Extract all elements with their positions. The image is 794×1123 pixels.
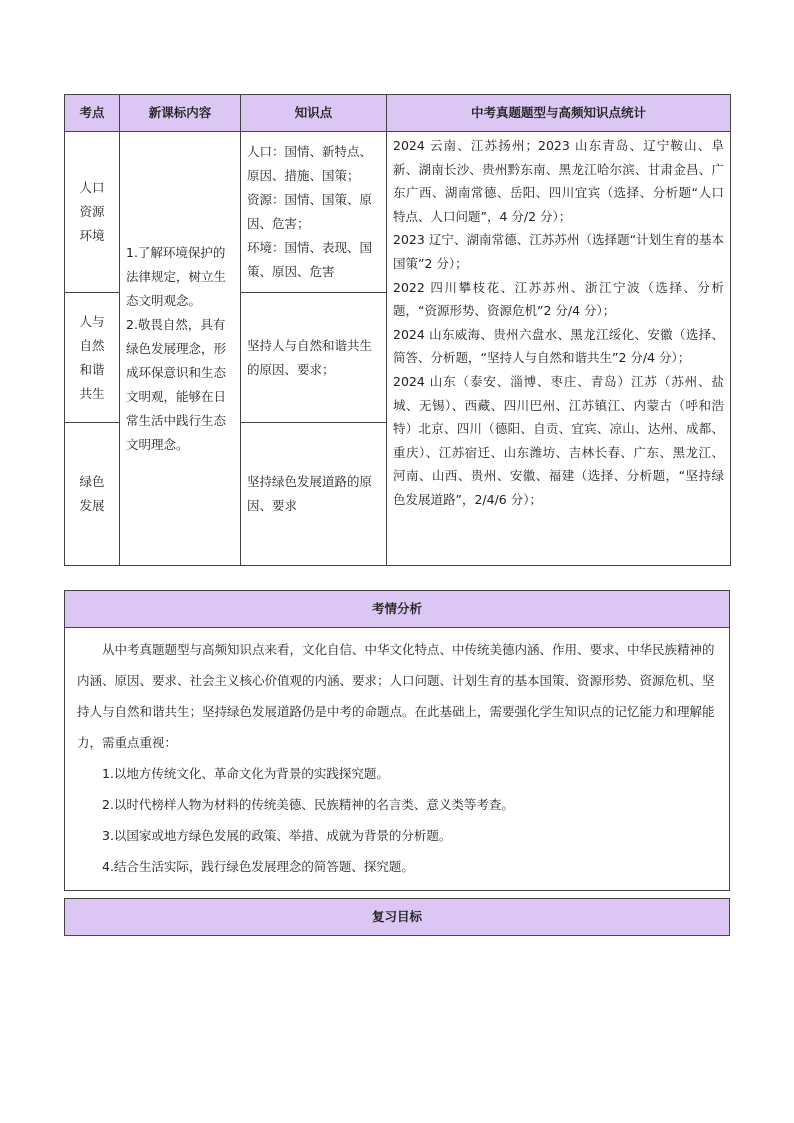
review-table [64, 898, 730, 936]
analysis-table [64, 590, 730, 891]
header-kebiao: 新课标内容 [120, 95, 241, 132]
exam-point-table [64, 94, 731, 566]
kaodian-green: 绿色 发展 [65, 423, 120, 566]
review-title: 复习目标 [65, 899, 730, 936]
kebiao-content: 1.了解环境保护的法律规定，树立生态文明观念。 2.敬畏自然，具有绿色发展理念，形成环保意识和生态文明观，能够在日常生活中践行生态文明理念。 [120, 132, 241, 566]
analysis-intro: 从中考真题题型与高频知识点来看，文化自信、中华文化特点、中传统美德内涵、作用、要求、中华民族精神的内涵、原因、要求、社会主义核心价值观的内涵、要求；人口问题、计划生育的基本国策、资源形势、资源危机、坚持人与自然和谐共生；坚持绿色发展道路仍是中考的命题点。在此基础上，需要强化学生知识点的记忆能力和理解能力，需重点重视： [77, 642, 715, 750]
header-stats: 中考真题题型与高频知识点统计 [387, 95, 731, 132]
analysis-item: 2.以时代榜样人物为材料的传统美德、民族精神的名言类、意义类等考查。 [102, 797, 514, 812]
analysis-item: 4.结合生活实际，践行绿色发展理念的简答题、探究题。 [102, 859, 414, 874]
analysis-item: 3.以国家或地方绿色发展的政策、举措、成就为背景的分析题。 [102, 828, 452, 843]
zhishi-population: 人口：国情、新特点、原因、措施、国策； 资源：国情、国策、原因、危害； 环境：国情、表现、国策、原因、危害 [241, 132, 387, 293]
analysis-content [65, 628, 730, 891]
analysis-title: 考情分析 [65, 591, 730, 628]
zhishi-harmony: 坚持人与自然和谐共生的原因、要求； [241, 293, 387, 423]
stats-content: 2024 云南、江苏扬州；2023 山东青岛、辽宁鞍山、阜新、湖南长沙、贵州黔东南、黑龙江哈尔滨、甘肃金昌、广东广西、湖南常德、岳阳、四川宜宾（选择、分析题“人口特点、人口问题”，4 分/2 分）； 2023 辽宁、湖南常德、江苏苏州（选择题“计划生育的基本国策”2 分）； 2022 四川攀枝花、江苏苏州、浙江宁波（选择、分析题，“资源形势、资源危机”2 分/4 分）； 2024 山东威海、贵州六盘水、黑龙江绥化、安徽（选择、简答、分析题，“坚持人与自然和谐共生”2 分/4 分）； 2024 山东（泰安、淄博、枣庄、青岛）江苏（苏州、盐城、无锡）、西藏、四川巴州、江苏镇江、内蒙古（呼和浩特）北京、四川（德阳、自贡、宜宾、凉山、达州、成都、重庆）、江苏宿迁、山东潍坊、吉林长春、广东、黑龙江、河南、山西、贵州、安徽、福建（选择、分析题，“坚持绿色发展道路”，2/4/6 分）； [387, 132, 731, 566]
header-zhishi: 知识点 [241, 95, 387, 132]
kaodian-harmony: 人与 自然 和谐 共生 [65, 293, 120, 423]
kaodian-population: 人口 资源 环境 [65, 132, 120, 293]
header-kaodian: 考点 [65, 95, 120, 132]
zhishi-green: 坚持绿色发展道路的原因、要求 [241, 423, 387, 566]
analysis-item: 1.以地方传统文化、革命文化为背景的实践探究题。 [102, 766, 389, 781]
